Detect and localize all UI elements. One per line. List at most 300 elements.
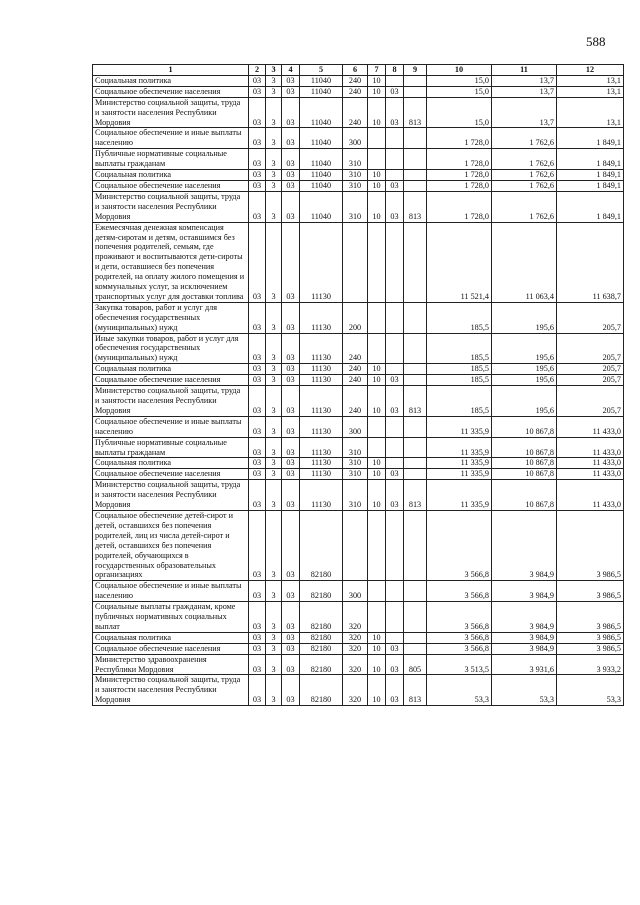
cell-amount-col12: 13,1: [557, 97, 624, 128]
table-row: [93, 643, 624, 654]
row-name: Министерство социальной защиты, труда и занятости населения Республики Мордовия: [93, 97, 249, 128]
cell-col4: 03: [282, 86, 300, 97]
cell-target-article: 11130: [300, 416, 343, 437]
cell-amount-col10: 185,5: [427, 375, 492, 386]
cell-section: 10: [368, 86, 386, 97]
cell-amount-col11: 1 762,6: [492, 191, 557, 222]
cell-col3: 3: [266, 170, 282, 181]
cell-col2: 03: [249, 333, 266, 364]
cell-col3: 3: [266, 364, 282, 375]
cell-col4: 03: [282, 333, 300, 364]
cell-section: [368, 333, 386, 364]
row-name: Социальное обеспечение населения: [93, 469, 249, 480]
cell-subsection: [386, 333, 404, 364]
cell-col2: 03: [249, 364, 266, 375]
cell-col2: 03: [249, 437, 266, 458]
cell-expense-type: 320: [343, 632, 368, 643]
table-body: [93, 75, 624, 705]
cell-ministry: [404, 469, 427, 480]
cell-amount-col11: 1 762,6: [492, 149, 557, 170]
cell-col2: 03: [249, 375, 266, 386]
cell-col4: 03: [282, 437, 300, 458]
cell-expense-type: 310: [343, 170, 368, 181]
cell-amount-col10: 15,0: [427, 97, 492, 128]
cell-target-article: 11040: [300, 191, 343, 222]
cell-subsection: [386, 581, 404, 602]
row-name: Социальная политика: [93, 170, 249, 181]
cell-col2: 03: [249, 302, 266, 333]
cell-col4: 03: [282, 364, 300, 375]
cell-col2: 03: [249, 75, 266, 86]
cell-col3: 3: [266, 75, 282, 86]
cell-amount-col10: 3 566,8: [427, 632, 492, 643]
cell-expense-type: 240: [343, 75, 368, 86]
cell-amount-col12: 1 849,1: [557, 170, 624, 181]
cell-expense-type: 320: [343, 675, 368, 706]
cell-target-article: 11130: [300, 469, 343, 480]
cell-amount-col10: 11 335,9: [427, 480, 492, 511]
cell-amount-col12: 3 986,5: [557, 581, 624, 602]
cell-amount-col12: 11 433,0: [557, 458, 624, 469]
cell-section: 10: [368, 675, 386, 706]
cell-target-article: 11130: [300, 375, 343, 386]
cell-amount-col11: 195,6: [492, 364, 557, 375]
table-header-row: [93, 65, 624, 76]
cell-target-article: 11130: [300, 437, 343, 458]
cell-col3: 3: [266, 191, 282, 222]
cell-ministry: [404, 643, 427, 654]
cell-col3: 3: [266, 128, 282, 149]
row-name: Социальная политика: [93, 364, 249, 375]
row-name: Социальное обеспечение и иные выплаты населению: [93, 416, 249, 437]
cell-target-article: 11130: [300, 333, 343, 364]
cell-amount-col12: 3 986,5: [557, 510, 624, 580]
cell-col2: 03: [249, 632, 266, 643]
cell-ministry: [404, 602, 427, 633]
cell-amount-col12: 13,1: [557, 86, 624, 97]
cell-col2: 03: [249, 469, 266, 480]
cell-amount-col11: 10 867,8: [492, 416, 557, 437]
cell-ministry: [404, 458, 427, 469]
cell-ministry: 813: [404, 480, 427, 511]
table-row: [93, 222, 624, 302]
cell-target-article: 11130: [300, 222, 343, 302]
cell-amount-col10: 11 335,9: [427, 469, 492, 480]
cell-ministry: [404, 510, 427, 580]
cell-expense-type: 320: [343, 602, 368, 633]
column-header: 12: [557, 65, 624, 76]
cell-subsection: [386, 458, 404, 469]
cell-col3: 3: [266, 386, 282, 417]
cell-amount-col12: 205,7: [557, 364, 624, 375]
column-header: 4: [282, 65, 300, 76]
cell-expense-type: 320: [343, 654, 368, 675]
cell-amount-col10: 11 335,9: [427, 437, 492, 458]
cell-subsection: 03: [386, 97, 404, 128]
table-row: [93, 86, 624, 97]
cell-col4: 03: [282, 675, 300, 706]
cell-amount-col10: 15,0: [427, 75, 492, 86]
cell-amount-col10: 185,5: [427, 364, 492, 375]
table-row: [93, 602, 624, 633]
cell-section: 10: [368, 191, 386, 222]
cell-target-article: 11040: [300, 180, 343, 191]
cell-col4: 03: [282, 75, 300, 86]
cell-col4: 03: [282, 191, 300, 222]
cell-amount-col11: 53,3: [492, 675, 557, 706]
column-header: 10: [427, 65, 492, 76]
column-header: 11: [492, 65, 557, 76]
cell-ministry: [404, 222, 427, 302]
cell-col4: 03: [282, 581, 300, 602]
cell-col4: 03: [282, 632, 300, 643]
cell-subsection: 03: [386, 643, 404, 654]
budget-table: [92, 64, 624, 706]
cell-col2: 03: [249, 149, 266, 170]
cell-amount-col12: 205,7: [557, 375, 624, 386]
cell-amount-col12: 11 638,7: [557, 222, 624, 302]
cell-col2: 03: [249, 128, 266, 149]
cell-col2: 03: [249, 654, 266, 675]
cell-col3: 3: [266, 222, 282, 302]
table-row: [93, 75, 624, 86]
row-name: Социальное обеспечение населения: [93, 643, 249, 654]
cell-section: [368, 149, 386, 170]
cell-ministry: [404, 302, 427, 333]
column-header: 3: [266, 65, 282, 76]
cell-col2: 03: [249, 581, 266, 602]
cell-target-article: 11130: [300, 458, 343, 469]
cell-expense-type: 300: [343, 128, 368, 149]
cell-expense-type: 200: [343, 302, 368, 333]
column-header: 7: [368, 65, 386, 76]
cell-amount-col10: 1 728,0: [427, 170, 492, 181]
cell-amount-col12: 1 849,1: [557, 128, 624, 149]
cell-amount-col11: 195,6: [492, 386, 557, 417]
cell-subsection: [386, 437, 404, 458]
cell-col3: 3: [266, 675, 282, 706]
cell-section: 10: [368, 75, 386, 86]
cell-col2: 03: [249, 386, 266, 417]
cell-amount-col12: 11 433,0: [557, 437, 624, 458]
cell-expense-type: 300: [343, 581, 368, 602]
cell-col3: 3: [266, 469, 282, 480]
table-row: [93, 302, 624, 333]
cell-subsection: [386, 170, 404, 181]
cell-subsection: 03: [386, 86, 404, 97]
cell-col3: 3: [266, 632, 282, 643]
cell-section: 10: [368, 480, 386, 511]
cell-section: 10: [368, 170, 386, 181]
cell-amount-col10: 3 566,8: [427, 581, 492, 602]
cell-amount-col11: 3 984,9: [492, 602, 557, 633]
cell-col3: 3: [266, 416, 282, 437]
cell-section: 10: [368, 643, 386, 654]
cell-ministry: [404, 170, 427, 181]
cell-col3: 3: [266, 149, 282, 170]
cell-amount-col11: 1 762,6: [492, 128, 557, 149]
cell-amount-col11: 3 984,9: [492, 510, 557, 580]
row-name: Министерство социальной защиты, труда и занятости населения Республики Мордовия: [93, 386, 249, 417]
cell-target-article: 82180: [300, 632, 343, 643]
column-header: 9: [404, 65, 427, 76]
table-row: [93, 170, 624, 181]
row-name: Ежемесячная денежная компенсация детям-сиротам и детям, оставшимся без попечения родителей, семьям, где проживают и воспитываются дети-сироты и дети, оставшиеся без попечения родителей, на оплату жилого помещения и коммунальных услуг, за исключением транспортных услуг для доставки топлива: [93, 222, 249, 302]
row-name: Министерство социальной защиты, труда и занятости населения Республики Мордовия: [93, 675, 249, 706]
cell-ministry: [404, 75, 427, 86]
cell-target-article: 11040: [300, 170, 343, 181]
cell-subsection: 03: [386, 191, 404, 222]
cell-amount-col11: 3 931,6: [492, 654, 557, 675]
cell-col4: 03: [282, 643, 300, 654]
cell-col2: 03: [249, 480, 266, 511]
cell-amount-col12: 13,1: [557, 75, 624, 86]
table-row: [93, 333, 624, 364]
cell-amount-col11: 3 984,9: [492, 581, 557, 602]
cell-col4: 03: [282, 180, 300, 191]
cell-subsection: [386, 364, 404, 375]
cell-col2: 03: [249, 97, 266, 128]
cell-col3: 3: [266, 86, 282, 97]
table-row: [93, 416, 624, 437]
cell-ministry: [404, 632, 427, 643]
cell-amount-col10: 11 335,9: [427, 458, 492, 469]
table-row: [93, 480, 624, 511]
cell-ministry: [404, 364, 427, 375]
cell-section: 10: [368, 632, 386, 643]
cell-col3: 3: [266, 510, 282, 580]
cell-amount-col10: 3 566,8: [427, 643, 492, 654]
cell-section: [368, 437, 386, 458]
cell-col3: 3: [266, 333, 282, 364]
cell-ministry: 813: [404, 386, 427, 417]
cell-amount-col12: 3 986,5: [557, 643, 624, 654]
row-name: Социальная политика: [93, 458, 249, 469]
cell-col2: 03: [249, 180, 266, 191]
cell-col4: 03: [282, 128, 300, 149]
cell-amount-col11: 10 867,8: [492, 437, 557, 458]
cell-section: [368, 602, 386, 633]
cell-col2: 03: [249, 416, 266, 437]
cell-target-article: 82180: [300, 602, 343, 633]
column-header: 2: [249, 65, 266, 76]
cell-section: [368, 222, 386, 302]
row-name: Закупка товаров, работ и услуг для обеспечения государственных (муниципальных) нужд: [93, 302, 249, 333]
cell-expense-type: 310: [343, 180, 368, 191]
cell-col2: 03: [249, 510, 266, 580]
cell-target-article: 82180: [300, 581, 343, 602]
cell-expense-type: 310: [343, 469, 368, 480]
cell-expense-type: 240: [343, 375, 368, 386]
cell-amount-col11: 13,7: [492, 97, 557, 128]
cell-amount-col11: 3 984,9: [492, 632, 557, 643]
cell-section: [368, 302, 386, 333]
cell-expense-type: [343, 222, 368, 302]
cell-subsection: [386, 75, 404, 86]
cell-amount-col12: 3 986,5: [557, 632, 624, 643]
cell-section: 10: [368, 386, 386, 417]
cell-col2: 03: [249, 602, 266, 633]
cell-amount-col11: 10 867,8: [492, 469, 557, 480]
cell-section: 10: [368, 180, 386, 191]
cell-amount-col12: 205,7: [557, 333, 624, 364]
cell-section: 10: [368, 469, 386, 480]
cell-col4: 03: [282, 480, 300, 511]
cell-section: [368, 128, 386, 149]
cell-expense-type: 240: [343, 86, 368, 97]
cell-amount-col11: 195,6: [492, 333, 557, 364]
table-row: [93, 675, 624, 706]
cell-target-article: 11040: [300, 86, 343, 97]
cell-target-article: 82180: [300, 675, 343, 706]
cell-target-article: 82180: [300, 510, 343, 580]
cell-amount-col11: 11 063,4: [492, 222, 557, 302]
table-row: [93, 364, 624, 375]
cell-target-article: 11040: [300, 97, 343, 128]
cell-subsection: [386, 416, 404, 437]
cell-col2: 03: [249, 170, 266, 181]
row-name: Социальная политика: [93, 632, 249, 643]
cell-col2: 03: [249, 643, 266, 654]
cell-amount-col11: 1 762,6: [492, 180, 557, 191]
cell-col4: 03: [282, 458, 300, 469]
cell-col3: 3: [266, 581, 282, 602]
cell-target-article: 11130: [300, 386, 343, 417]
cell-section: [368, 416, 386, 437]
cell-amount-col11: 10 867,8: [492, 458, 557, 469]
cell-expense-type: 310: [343, 458, 368, 469]
cell-amount-col12: 11 433,0: [557, 480, 624, 511]
cell-amount-col10: 185,5: [427, 333, 492, 364]
cell-section: 10: [368, 375, 386, 386]
cell-expense-type: 240: [343, 333, 368, 364]
cell-col2: 03: [249, 191, 266, 222]
cell-expense-type: 310: [343, 437, 368, 458]
table-row: [93, 149, 624, 170]
cell-ministry: [404, 180, 427, 191]
table-row: [93, 191, 624, 222]
cell-subsection: 03: [386, 675, 404, 706]
table-row: [93, 654, 624, 675]
cell-amount-col11: 195,6: [492, 375, 557, 386]
cell-ministry: [404, 149, 427, 170]
cell-subsection: 03: [386, 386, 404, 417]
cell-amount-col10: 185,5: [427, 302, 492, 333]
cell-ministry: [404, 86, 427, 97]
row-name: Публичные нормативные социальные выплаты гражданам: [93, 149, 249, 170]
cell-amount-col11: 3 984,9: [492, 643, 557, 654]
cell-amount-col12: 3 986,5: [557, 602, 624, 633]
cell-section: [368, 581, 386, 602]
cell-target-article: 82180: [300, 654, 343, 675]
cell-amount-col10: 3 566,8: [427, 602, 492, 633]
cell-col3: 3: [266, 480, 282, 511]
cell-amount-col11: 13,7: [492, 86, 557, 97]
cell-subsection: 03: [386, 469, 404, 480]
row-name: Социальные выплаты гражданам, кроме публичных нормативных социальных выплат: [93, 602, 249, 633]
cell-amount-col11: 13,7: [492, 75, 557, 86]
cell-subsection: [386, 602, 404, 633]
cell-ministry: [404, 581, 427, 602]
row-name: Социальное обеспечение населения: [93, 86, 249, 97]
cell-amount-col11: 195,6: [492, 302, 557, 333]
row-name: Публичные нормативные социальные выплаты гражданам: [93, 437, 249, 458]
cell-col3: 3: [266, 458, 282, 469]
cell-col4: 03: [282, 602, 300, 633]
cell-subsection: [386, 128, 404, 149]
cell-amount-col10: 3 566,8: [427, 510, 492, 580]
row-name: Социальное обеспечение населения: [93, 375, 249, 386]
table-row: [93, 510, 624, 580]
cell-amount-col12: 53,3: [557, 675, 624, 706]
cell-target-article: 11130: [300, 364, 343, 375]
cell-amount-col10: 11 335,9: [427, 416, 492, 437]
table-row: [93, 97, 624, 128]
cell-col4: 03: [282, 149, 300, 170]
cell-amount-col10: 53,3: [427, 675, 492, 706]
cell-col3: 3: [266, 654, 282, 675]
cell-ministry: 813: [404, 191, 427, 222]
cell-expense-type: 240: [343, 386, 368, 417]
cell-col2: 03: [249, 86, 266, 97]
cell-col4: 03: [282, 170, 300, 181]
cell-ministry: [404, 416, 427, 437]
cell-subsection: [386, 149, 404, 170]
table-row: [93, 375, 624, 386]
cell-subsection: 03: [386, 480, 404, 511]
cell-amount-col10: 1 728,0: [427, 191, 492, 222]
cell-ministry: [404, 333, 427, 364]
cell-col2: 03: [249, 458, 266, 469]
cell-target-article: 11040: [300, 128, 343, 149]
cell-amount-col11: 1 762,6: [492, 170, 557, 181]
cell-col4: 03: [282, 510, 300, 580]
cell-expense-type: 300: [343, 416, 368, 437]
table-row: [93, 180, 624, 191]
page-number: 588: [586, 34, 606, 49]
row-name: Социальное обеспечение и иные выплаты населению: [93, 581, 249, 602]
cell-col3: 3: [266, 180, 282, 191]
cell-amount-col10: 3 513,5: [427, 654, 492, 675]
row-name: Социальная политика: [93, 75, 249, 86]
cell-ministry: 813: [404, 675, 427, 706]
cell-amount-col12: 11 433,0: [557, 469, 624, 480]
cell-col2: 03: [249, 675, 266, 706]
table-row: [93, 128, 624, 149]
cell-expense-type: 240: [343, 97, 368, 128]
column-header: 6: [343, 65, 368, 76]
row-name: Министерство социальной защиты, труда и занятости населения Республики Мордовия: [93, 191, 249, 222]
cell-ministry: 805: [404, 654, 427, 675]
cell-amount-col10: 15,0: [427, 86, 492, 97]
cell-ministry: [404, 375, 427, 386]
cell-col4: 03: [282, 97, 300, 128]
cell-target-article: 11040: [300, 75, 343, 86]
cell-amount-col12: 11 433,0: [557, 416, 624, 437]
cell-col2: 03: [249, 222, 266, 302]
cell-expense-type: [343, 510, 368, 580]
cell-section: 10: [368, 97, 386, 128]
table-row: [93, 386, 624, 417]
cell-subsection: 03: [386, 375, 404, 386]
cell-target-article: 11130: [300, 480, 343, 511]
cell-subsection: [386, 302, 404, 333]
cell-expense-type: 310: [343, 480, 368, 511]
cell-amount-col10: 1 728,0: [427, 128, 492, 149]
cell-expense-type: 240: [343, 364, 368, 375]
cell-section: [368, 510, 386, 580]
cell-section: 10: [368, 458, 386, 469]
